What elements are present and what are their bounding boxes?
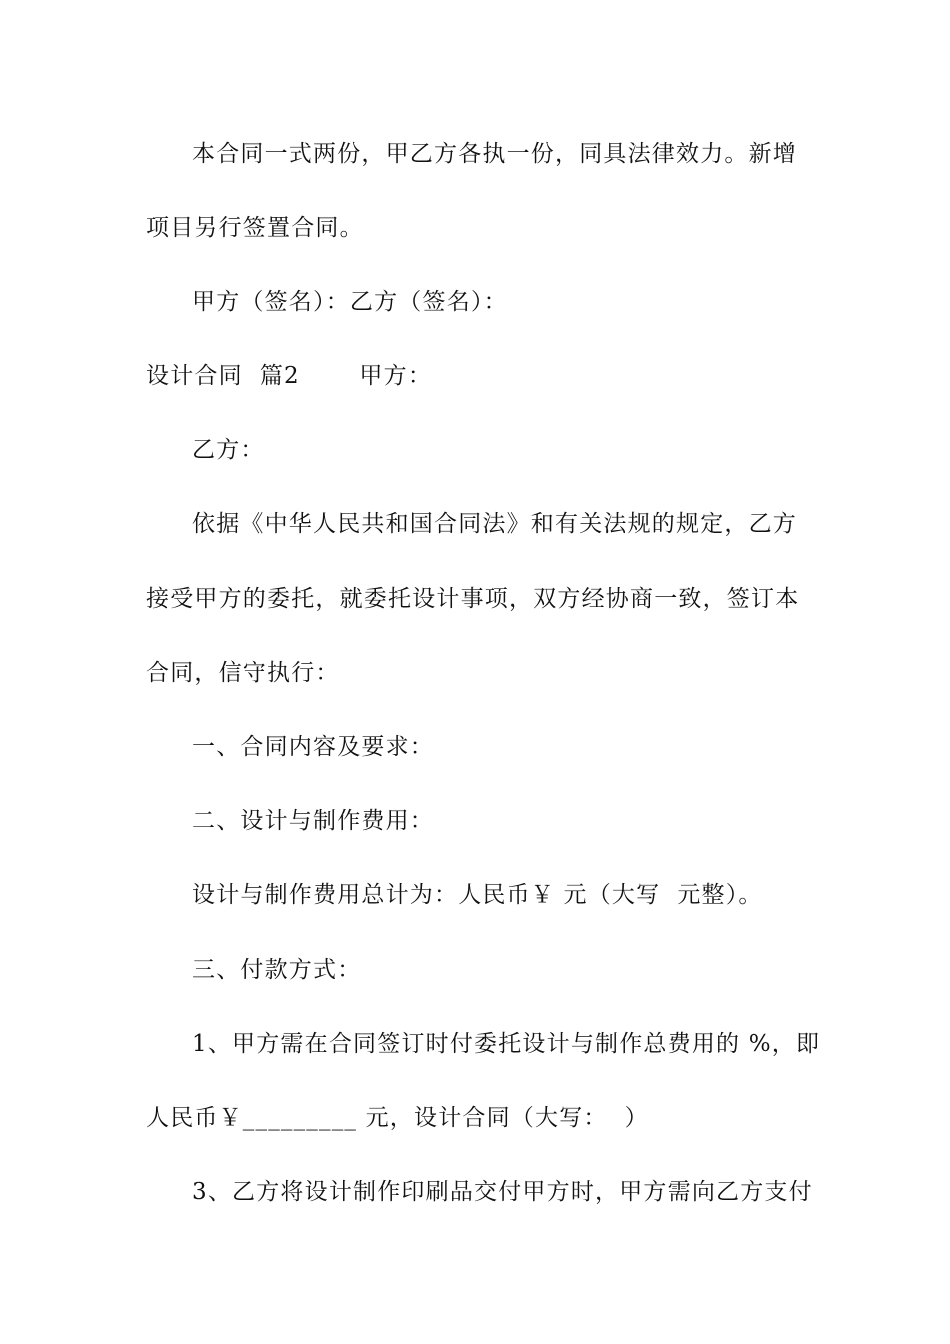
paragraph-line-8: 合同，信守执行： xyxy=(146,660,340,686)
party-b-line: 乙方： xyxy=(192,437,265,463)
payment-item-3-line-1: 3、乙方将设计制作印刷品交付甲方时，甲方需向乙方支付 xyxy=(192,1179,813,1205)
paragraph-line-2: 项目另行签置合同。 xyxy=(146,215,364,241)
section-title-line: 设计合同 篇2 甲方： xyxy=(146,363,433,389)
heading-payment-method: 三、付款方式： xyxy=(192,957,362,983)
heading-contract-content: 一、合同内容及要求： xyxy=(192,734,434,760)
signature-line: 甲方（签名）：乙方（签名）： xyxy=(192,289,508,315)
paragraph-line-1: 本合同一式两份，甲乙方各执一份，同具法律效力。新增 xyxy=(192,141,797,167)
paragraph-line-6: 依据《中华人民共和国合同法》和有关法规的规定，乙方 xyxy=(192,511,797,537)
heading-design-fees: 二、设计与制作费用： xyxy=(192,808,434,834)
fee-total-line: 设计与制作费用总计为：人民币￥ 元（大写 元整）。 xyxy=(192,882,763,908)
payment-item-1-line-2: 人民币￥_________ 元，设计合同（大写： ） xyxy=(146,1105,649,1131)
paragraph-line-7: 接受甲方的委托，就委托设计事项，双方经协商一致，签订本 xyxy=(146,586,800,612)
payment-item-1-line-1: 1、甲方需在合同签订时付委托设计与制作总费用的 %，即 xyxy=(192,1031,821,1057)
